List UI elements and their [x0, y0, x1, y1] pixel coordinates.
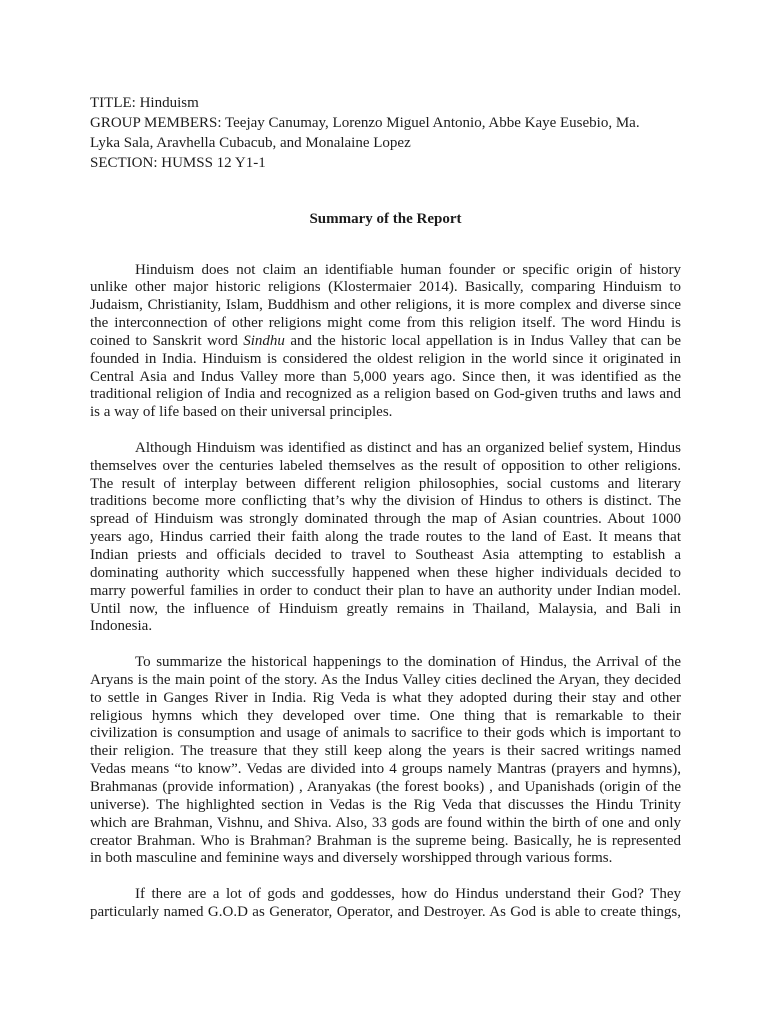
text-line: religious hymns which they developed over time. One thing that is remarkable to their [90, 707, 681, 724]
text-line: creator Brahman. Who is Brahman? Brahman is the supreme being. Basically, he is represented [90, 832, 681, 849]
document-content [90, 93, 681, 940]
text-segment: and the historic local appellation is in Indus Valley that can be [290, 332, 681, 349]
paragraph-3 [90, 654, 681, 868]
text-line: Until now, the influence of Hinduism greatly remains in Thailand, Malaysia, and Bali in [90, 600, 681, 617]
paragraph-4 [90, 886, 681, 922]
text-line: Brahmanas (provide information) , Aranyakas (the forest books) , and Upanishads (origin of the [90, 778, 681, 795]
text-line: themselves over the centuries labeled themselves as the result of opposition to other religions. [90, 457, 681, 474]
text-line: traditions become more conflicting that’s why the division of Hindus to others is distinct. The [90, 493, 681, 510]
text-line: universe). The highlighted section in Vedas is the Rig Veda that discusses the Hindu Trinity [90, 796, 681, 813]
text-line: Indian priests and officials decided to travel to Southeast Asia attempting to establish a [90, 547, 681, 563]
group-members-line-continued: Lyka Sala, Aravhella Cubacub, and Monalaine Lopez [90, 135, 411, 151]
text-line: dominating authority which successfully happened when these higher individuals decided to [90, 564, 681, 581]
italic-term: Sindhu [243, 332, 285, 349]
text-line: particularly named G.O.D as Generator, Operator, and Destroyer. As God is able to create things, [90, 903, 681, 920]
text-line: marry powerful families in order to conduct their plan to have an authority under Indian model. [90, 582, 681, 599]
report-body [90, 262, 681, 922]
text-line: To summarize the historical happenings to the domination of Hindus, the Arrival of the [135, 654, 681, 671]
text-line: Although Hinduism was identified as distinct and has an organized belief system, Hindus [135, 439, 681, 456]
text-line: founded in India. Hinduism is considered the oldest religion in the world since it originated in [90, 350, 681, 367]
text-line [90, 333, 681, 351]
text-segment: coined to Sanskrit word [90, 332, 238, 349]
text-line: which are Brahman, Vishnu, and Shiva. Also, 33 gods are found within the birth of one and only [90, 814, 681, 831]
paragraph-2 [90, 440, 681, 636]
group-members-line: GROUP MEMBERS: Teejay Canumay, Lorenzo Miguel Antonio, Abbe Kaye Eusebio, Ma. [90, 115, 640, 131]
text-line: If there are a lot of gods and goddesses, how do Hindus understand their God? They [135, 886, 681, 903]
text-line: Judaism, Christianity, Islam, Buddhism and other religions, it is more complex and diverse since [90, 297, 681, 314]
paragraph-1 [90, 262, 681, 423]
text-line: spread of Hinduism was strongly dominated through the map of Asian countries. About 1000 [90, 511, 681, 528]
text-line: Vedas means “to know”. Vedas are divided into 4 groups namely Mantras (prayers and hymns), [90, 761, 681, 778]
text-line: unlike other major historic religions (Klostermaier 2014). Basically, comparing Hinduism to [90, 279, 681, 296]
text-line: Central Asia and Indus Valley more than 5,000 years ago. Since then, it was identified as the [90, 368, 681, 385]
title-line: TITLE: Hinduism [90, 95, 199, 111]
text-line: The result of interplay between different religion philosophies, social customs and literary [90, 475, 681, 492]
report-heading: Summary of the Report [309, 211, 462, 227]
text-line: traditional religion of India and recognized as a religion based on God-given truths and laws and [90, 386, 681, 403]
text-line: their religion. The treasure that they still keep along the years is their sacred writings named [90, 743, 681, 760]
text-line: is a way of life based on their universal principles. [90, 404, 393, 421]
text-line: civilization is consumption and usage of animals to sacrifice to their gods which is important to [90, 725, 681, 742]
section-line: SECTION: HUMSS 12 Y1-1 [90, 155, 266, 171]
text-line: Indonesia. [90, 618, 153, 635]
text-line: years ago, Hindus carried their faith along the trade routes to the land of East. It means that [90, 529, 681, 546]
text-line: to settle in Ganges River in India. Rig Veda is what they adopted during their stay and other [90, 689, 681, 706]
report-header [90, 93, 681, 173]
text-line: in both masculine and feminine ways and diversely worshipped through various forms. [90, 850, 613, 867]
text-line: Hinduism does not claim an identifiable human founder or specific origin of history [135, 261, 681, 278]
text-line: the interconnection of other religions might come from this religion itself. The word Hindu is [90, 315, 681, 332]
text-line: Aryans is the main point of the story. As the Indus Valley cities declined the Aryan, they decided [90, 671, 681, 688]
